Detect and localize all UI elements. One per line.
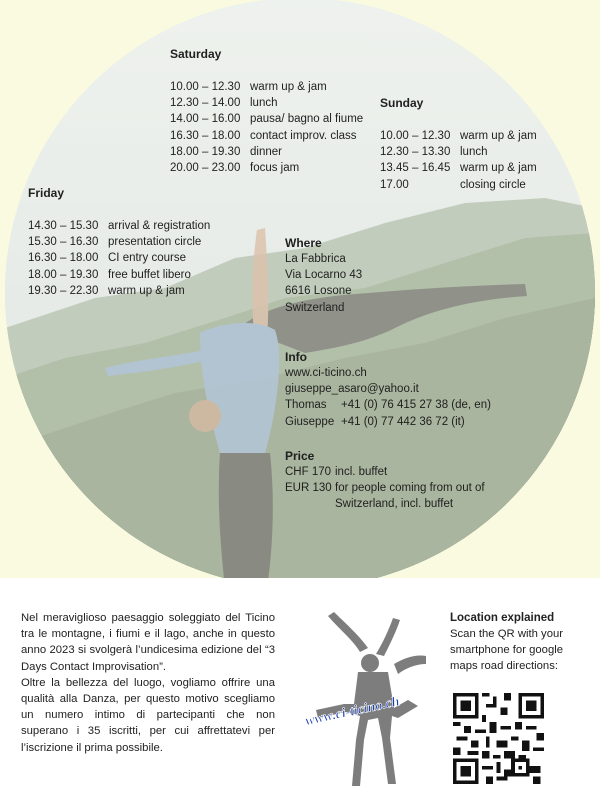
time-cell: 18.00 – 19.30: [28, 268, 99, 281]
address-line: Via Locarno 43: [285, 269, 363, 282]
activity-cell: warm up & jam: [250, 81, 327, 93]
saturday-schedule: [170, 46, 363, 176]
qr-code-icon[interactable]: [453, 693, 544, 784]
address-line: Switzerland: [285, 301, 345, 314]
info-block: [285, 349, 491, 430]
schedule-row: [170, 111, 363, 127]
email-link[interactable]: giuseppe_asaro@yahoo.it: [285, 383, 419, 396]
schedule-row: [170, 95, 363, 111]
where-block: [285, 235, 362, 316]
time-cell: 12.30 – 13.30: [380, 146, 451, 159]
activity-cell: arrival & registration: [108, 220, 211, 232]
info-title: Info: [285, 350, 307, 364]
address-line: 6616 Losone: [285, 285, 352, 298]
intro-paragraph-2: Oltre la bellezza del luogo, vogliamo offrire una qualità alla Danza, per questo motivo scegliamo un numero intimo di partecipanti che non superano i 35 iscritti, per cui affrettatevi per l’iscrizione il prima possibile.: [21, 676, 275, 754]
time-cell: 13.45 – 16.45: [380, 162, 451, 175]
time-cell: 14.00 – 16.00: [170, 113, 241, 126]
time-cell: 12.30 – 14.00: [170, 97, 241, 110]
contact-row: [285, 397, 491, 413]
schedule-row: [28, 234, 210, 250]
address-line: La Fabbrica: [285, 253, 346, 265]
time-cell: 15.30 – 16.30: [28, 236, 99, 249]
activity-cell: warm up & jam: [460, 162, 537, 175]
price-row: [285, 464, 485, 480]
where-title: Where: [285, 236, 322, 250]
friday-title: Friday: [28, 186, 65, 200]
activity-cell: CI entry course: [108, 252, 186, 265]
price-title: Price: [285, 449, 315, 463]
activity-cell: warm up & jam: [460, 130, 537, 142]
schedule-row: [28, 267, 210, 283]
intro-paragraph-1: Nel meraviglioso paesaggio soleggiato del Ticino tra le montagne, i fiumi e il lago, anche in questo anno 2023 si svolgerà l’undicesima edizione del “3 Days Contact Improvisation”.: [21, 612, 275, 673]
schedule-row: [380, 177, 537, 193]
time-cell: 16.30 – 18.00: [170, 129, 241, 142]
dancer-silhouette-icon: [298, 608, 438, 788]
activity-cell: contact improv. class: [250, 129, 357, 142]
price-desc-cont: Switzerland, incl. buffet: [335, 498, 454, 511]
contact-phone: +41 (0) 76 415 27 38 (de, en): [341, 399, 491, 412]
time-cell: 19.30 – 22.30: [28, 284, 99, 297]
schedule-row: [170, 128, 363, 144]
price-block: [285, 448, 485, 513]
schedule-row: [380, 128, 537, 144]
price-amount: EUR 130: [285, 482, 332, 495]
price-desc: incl. buffet: [335, 466, 388, 478]
price-desc: for people coming from out of: [335, 482, 485, 495]
activity-cell: presentation circle: [108, 236, 202, 249]
price-row: [285, 496, 485, 512]
location-text: Scan the QR with your smartphone for google maps road directions:: [450, 628, 564, 672]
price-row: [285, 480, 485, 496]
time-cell: 10.00 – 12.30: [380, 130, 451, 142]
contact-name: Thomas: [285, 399, 327, 412]
ci-ticino-logo: [298, 608, 438, 788]
activity-cell: lunch: [250, 97, 278, 110]
activity-cell: dinner: [250, 145, 282, 158]
schedule-row: [170, 144, 363, 160]
activity-cell: closing circle: [460, 178, 526, 191]
sunday-schedule: [380, 95, 537, 193]
schedule-row: [28, 250, 210, 266]
schedule-row: [170, 160, 363, 176]
schedule-row: [170, 79, 363, 95]
activity-cell: pausa/ bagno al fiume: [250, 113, 364, 126]
activity-cell: focus jam: [250, 162, 300, 175]
location-block: [450, 610, 590, 674]
logo-text: www.ci-ticino.ch: [303, 694, 401, 730]
schedule-row: [380, 144, 537, 160]
website-link[interactable]: www.ci-ticino.ch: [285, 367, 367, 379]
saturday-title: Saturday: [170, 47, 222, 61]
activity-cell: lunch: [460, 146, 488, 159]
price-amount: CHF 170: [285, 466, 332, 478]
contact-name: Giuseppe: [285, 415, 335, 428]
time-cell: 14.30 – 15.30: [28, 220, 99, 232]
time-cell: 17.00: [380, 178, 409, 191]
contact-phone: +41 (0) 77 442 36 72 (it): [341, 415, 465, 428]
schedule-row: [380, 160, 537, 176]
time-cell: 18.00 – 19.30: [170, 145, 241, 158]
schedule-row: [28, 218, 210, 234]
time-cell: 10.00 – 12.30: [170, 81, 241, 93]
contact-row: [285, 414, 491, 430]
intro-text: [21, 610, 275, 756]
friday-schedule: [28, 185, 210, 299]
location-title: Location explained: [450, 612, 555, 624]
activity-cell: free buffet libero: [108, 268, 191, 281]
time-cell: 20.00 – 23.00: [170, 162, 241, 175]
schedule-row: [28, 283, 210, 299]
sunday-title: Sunday: [380, 96, 424, 110]
time-cell: 16.30 – 18.00: [28, 252, 99, 265]
activity-cell: warm up & jam: [108, 284, 185, 297]
